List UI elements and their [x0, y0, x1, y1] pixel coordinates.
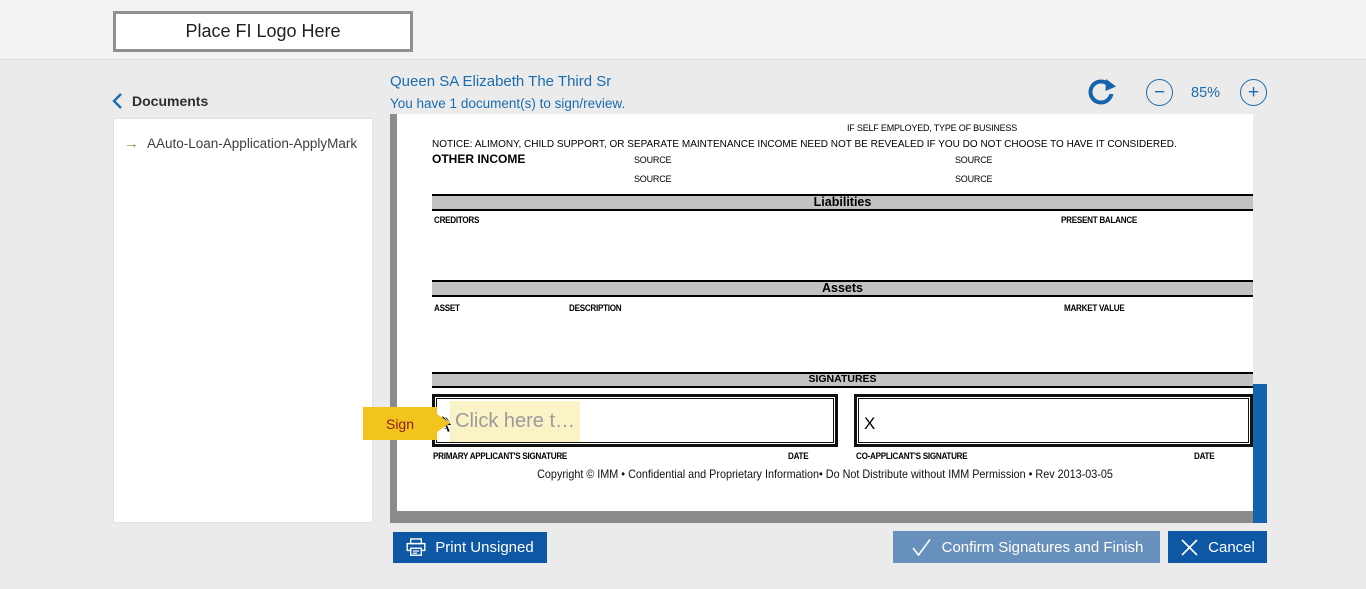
- zoom-in-button[interactable]: [1240, 79, 1267, 106]
- confirm-signatures-button[interactable]: [893, 531, 1160, 563]
- documents-to-sign-message: You have 1 document(s) to sign/review.: [390, 96, 626, 111]
- print-unsigned-label: Print Unsigned: [435, 539, 534, 556]
- documents-back-button[interactable]: [112, 92, 208, 110]
- liabilities-section-header: Liabilities: [432, 194, 1253, 211]
- asset-label: ASSET: [434, 303, 460, 313]
- vertical-scrollbar-thumb[interactable]: [1253, 384, 1267, 523]
- documents-panel: [113, 118, 373, 523]
- fi-logo-placeholder: [113, 11, 413, 52]
- co-applicant-signature-x-mark: X: [864, 414, 876, 433]
- printer-icon: [406, 538, 426, 557]
- market-value-label: MARKET VALUE: [1064, 303, 1125, 313]
- primary-signature-label: PRIMARY APPLICANT'S SIGNATURE: [433, 451, 568, 461]
- document-page: [397, 114, 1253, 511]
- copyright-line: Copyright © IMM • Confidential and Proprietary Information• Do Not Distribute without IMM Permission • Rev 2013-03-05: [537, 467, 1113, 481]
- co-applicant-signature-field[interactable]: [854, 394, 1253, 447]
- present-balance-label: PRESENT BALANCE: [1061, 215, 1138, 225]
- source-label: SOURCE: [634, 174, 672, 184]
- horizontal-scrollbar[interactable]: [390, 511, 1253, 523]
- print-unsigned-button[interactable]: [393, 532, 547, 563]
- document-list-item[interactable]: [124, 135, 357, 152]
- document-name: AAuto-Loan-Application-ApplyMark: [147, 136, 358, 151]
- documents-title: Documents: [132, 93, 209, 109]
- recipient-name: Queen SA Elizabeth The Third Sr: [390, 73, 612, 90]
- creditors-label: CREDITORS: [434, 215, 480, 225]
- refresh-button[interactable]: [1086, 77, 1118, 107]
- notice-text: NOTICE: ALIMONY, CHILD SUPPORT, OR SEPARATE MAINTENANCE INCOME NEED NOT BE REVEALED IF YOU DO NOT CHOOSE TO HAVE IT CONSIDERED.: [432, 139, 1177, 150]
- sign-tab[interactable]: Sign: [363, 407, 437, 440]
- top-bar: [0, 0, 1366, 60]
- cancel-button[interactable]: [1168, 531, 1267, 563]
- close-icon: [1180, 538, 1199, 557]
- self-employed-label: IF SELF EMPLOYED, TYPE OF BUSINESS: [847, 123, 1018, 133]
- cancel-label: Cancel: [1208, 538, 1255, 556]
- other-income-label: OTHER INCOME: [432, 152, 526, 166]
- zoom-level-label: 85%: [1191, 85, 1221, 101]
- click-here-to-sign-prompt[interactable]: Click here t…: [450, 401, 580, 442]
- confirm-signatures-label: Confirm Signatures and Finish: [941, 538, 1144, 556]
- source-label: SOURCE: [955, 155, 993, 165]
- chevron-left-icon: [112, 92, 123, 110]
- check-icon: [910, 537, 933, 558]
- date-label: DATE: [788, 451, 809, 461]
- plus-icon: +: [1247, 81, 1260, 103]
- zoom-out-button[interactable]: [1146, 79, 1173, 106]
- current-document-arrow-icon: →: [124, 135, 139, 152]
- fi-logo-text: Place FI Logo Here: [185, 21, 341, 41]
- co-applicant-signature-inner-border: [858, 398, 1249, 443]
- minus-icon: −: [1153, 81, 1166, 103]
- signatures-section-header: SIGNATURES: [432, 372, 1253, 388]
- refresh-icon: [1086, 77, 1118, 107]
- co-applicant-signature-label: CO-APPLICANT'S SIGNATURE: [856, 451, 968, 461]
- doc-viewer-left-edge: [390, 114, 397, 523]
- date-label: DATE: [1194, 451, 1215, 461]
- assets-section-header: Assets: [432, 280, 1253, 297]
- source-label: SOURCE: [634, 155, 672, 165]
- description-label: DESCRIPTION: [569, 303, 622, 313]
- source-label: SOURCE: [955, 174, 993, 184]
